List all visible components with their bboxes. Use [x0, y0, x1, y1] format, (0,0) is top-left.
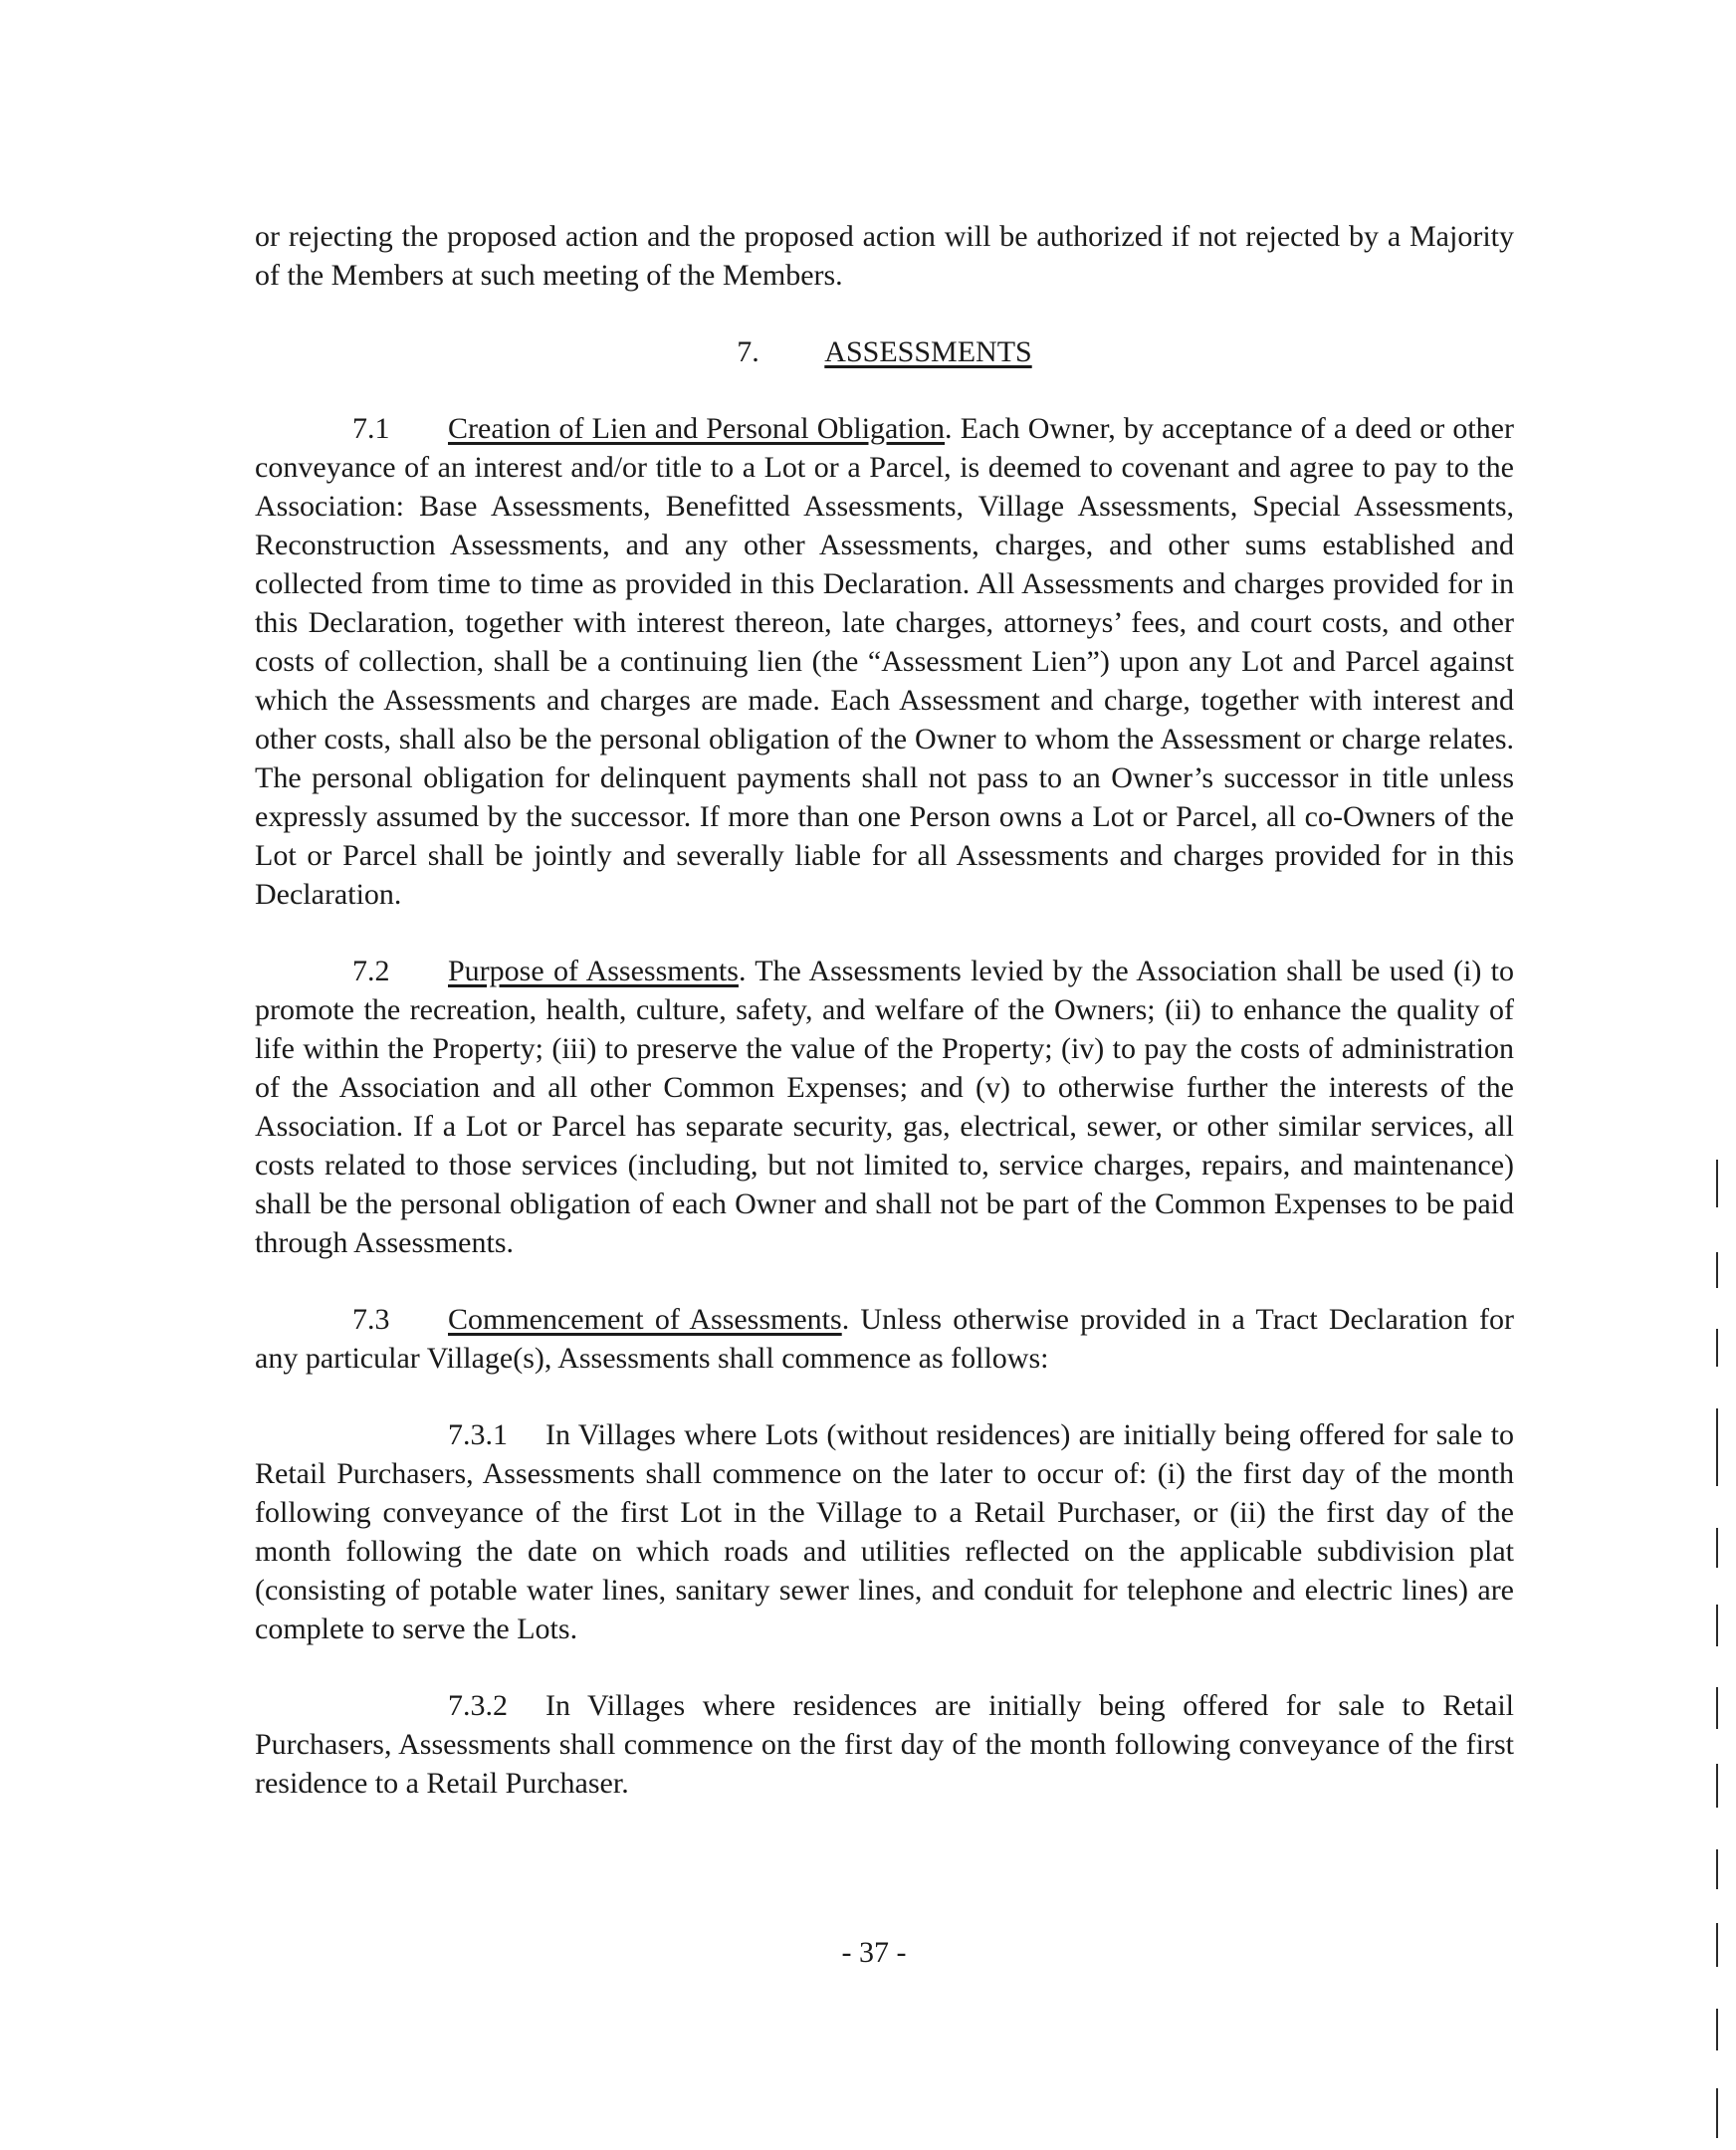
document-body	[255, 217, 1514, 1803]
section-title: Purpose of Assessments	[448, 955, 739, 987]
revision-bar	[1716, 1764, 1718, 1808]
section-7-1	[255, 409, 1514, 914]
revision-bar	[1716, 1252, 1718, 1288]
article-heading	[255, 332, 1514, 371]
section-title: Creation of Lien and Personal Obligation	[448, 412, 946, 445]
section-body: . Unless otherwise provided in a Tract Declaration for any particular Village(s), Assessments shall commence as follows:	[255, 1303, 1514, 1375]
revision-bar	[1716, 1528, 1718, 1568]
section-7-3	[255, 1300, 1514, 1378]
subsection-body: In Villages where Lots (without residences) are initially being offered for sale to Retail Purchasers, Assessments shall commence on the later to occur of: (i) the first day of the month following conveyance of the first Lot in the Village to a Retail Purchaser, or (ii) the first day of the month following the date on which roads and utilities reflected on the applicable subdivision plat (consisting of potable water lines, sanitary sewer lines, and conduit for telephone and electric lines) are complete to serve the Lots.	[255, 1418, 1514, 1645]
article-title: ASSESSMENTS	[824, 335, 1032, 368]
revision-bar	[1716, 1329, 1718, 1367]
revision-bar	[1716, 1160, 1718, 1207]
section-7-2	[255, 952, 1514, 1262]
subsection-body: In Villages where residences are initially being offered for sale to Retail Purchasers, Assessments shall commence on the first day of the month following conveyance of the first residence to a Retail Purchaser.	[255, 1689, 1514, 1800]
section-body: . The Assessments levied by the Association shall be used (i) to promote the recreation, health, culture, safety, and welfare of the Owners; (ii) to enhance the quality of life within the Property; (iii) to preserve the value of the Property; (iv) to pay the costs of administration of the Association and all other Common Expenses; and (v) to otherwise further the interests of the Association. If a Lot or Parcel has separate security, gas, electrical, sewer, or other similar services, all costs related to those services (including, but not limited to, service charges, repairs, and maintenance) shall be the personal obligation of each Owner and shall not be part of the Common Expenses to be paid through Assessments.	[255, 955, 1514, 1259]
revision-bar	[1716, 2009, 1718, 2050]
section-number: 7.1	[352, 412, 390, 445]
revision-bar	[1716, 2088, 1718, 2138]
revision-bar	[1716, 1849, 1718, 1889]
article-number: 7.	[737, 335, 760, 368]
revision-bar	[1716, 1687, 1718, 1729]
revision-bar	[1716, 1605, 1718, 1646]
subsection-number: 7.3.2	[448, 1689, 508, 1722]
revision-bar	[1716, 1408, 1718, 1486]
subsection-number: 7.3.1	[448, 1418, 508, 1451]
subsection-7-3-1	[255, 1415, 1514, 1648]
intro-paragraph: or rejecting the proposed action and the proposed action will be authorized if not rejected by a Majority of the Members at such meeting of the Members.	[255, 220, 1514, 292]
page-number: - 37 -	[841, 1936, 907, 1969]
revision-bar	[1716, 1923, 1718, 1967]
section-number: 7.3	[352, 1303, 390, 1336]
section-body: . Each Owner, by acceptance of a deed or other conveyance of an interest and/or title to a Lot or a Parcel, is deemed to covenant and agree to pay to the Association: Base Assessments, Benefitted Assessments, Village Assessments, Special Assessments, Reconstruction Assessments, and any other Assessments, charges, and other sums established and collected from time to time as provided in this Declaration. All Assessments and charges provided for in this Declaration, together with interest thereon, late charges, attorneys’ fees, and court costs, and other costs of collection, shall be a continuing lien (the “Assessment Lien”) upon any Lot and Parcel against which the Assessments and charges are made. Each Assessment and charge, together with interest and other costs, shall also be the personal obligation of the Owner to whom the Assessment or charge relates. The personal obligation for delinquent payments shall not pass to an Owner’s successor in title unless expressly assumed by the successor. If more than one Person owns a Lot or Parcel, all co-Owners of the Lot or Parcel shall be jointly and severally liable for all Assessments and charges provided for in this Declaration.	[255, 412, 1514, 911]
section-title: Commencement of Assessments	[448, 1303, 842, 1336]
section-number: 7.2	[352, 955, 390, 987]
subsection-7-3-2	[255, 1686, 1514, 1803]
